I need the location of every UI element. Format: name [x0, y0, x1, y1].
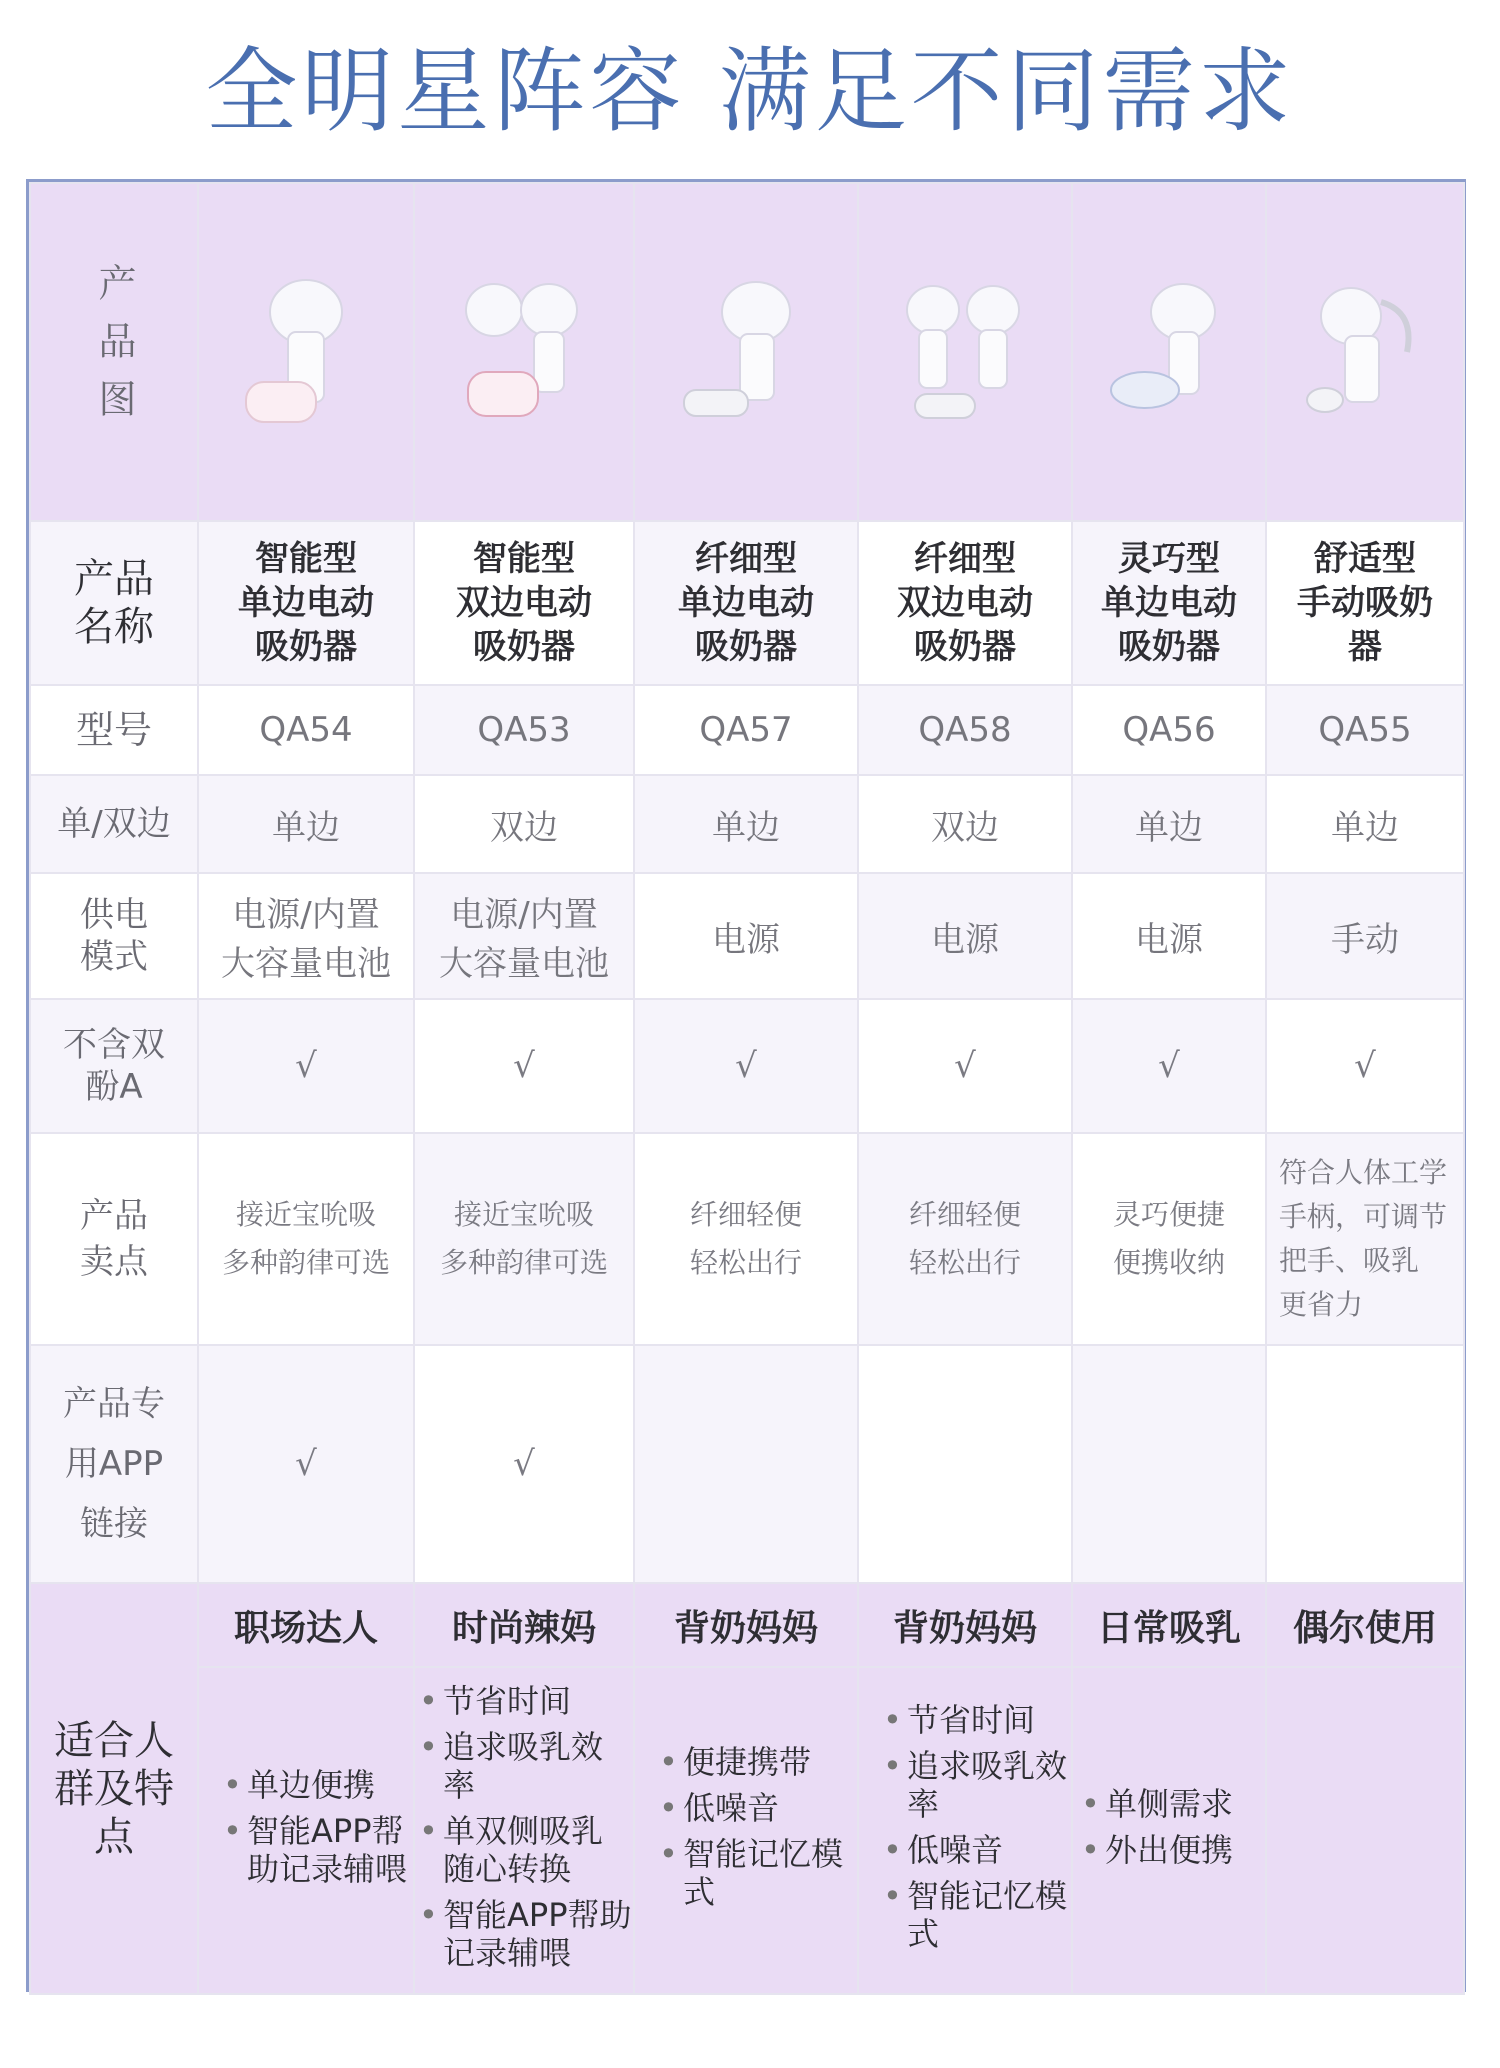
cell-model-qa53	[414, 685, 634, 775]
side-value: 单边	[1331, 807, 1399, 848]
side-value: 双边	[931, 807, 999, 848]
selling-point-line: 轻松出行	[908, 1246, 1021, 1279]
model-number: QA56	[1122, 710, 1216, 750]
feature-item: • 单边便携	[223, 1766, 413, 1804]
cell-bpa-qa53	[414, 999, 634, 1133]
product-image-qa57	[634, 183, 858, 521]
cell-bpa-qa57	[634, 999, 858, 1133]
power-line: 电源/内置	[232, 895, 380, 935]
cell-model-qa54	[198, 685, 414, 775]
selling-point-line: 便携收纳	[1112, 1246, 1225, 1279]
cell-features-qa58	[858, 1667, 1072, 1994]
power-line: 大容量电池	[439, 944, 609, 984]
feature-item: • 节省时间	[883, 1701, 1071, 1739]
row-label-bpa	[30, 999, 198, 1133]
check-mark-icon: √	[513, 1444, 535, 1484]
cell-side-qa56	[1072, 775, 1266, 873]
cell-audience-qa54	[198, 1583, 414, 1667]
cell-side-qa58	[858, 775, 1072, 873]
cell-side-qa57	[634, 775, 858, 873]
model-number: QA53	[477, 710, 571, 750]
product-name-line: 智能型	[473, 539, 575, 579]
product-image-qa54	[198, 183, 414, 521]
selling-point-line: 多种韵律可选	[439, 1246, 608, 1279]
row-label-name	[30, 521, 198, 685]
feature-item: • 智能APP帮助记录辅喂	[223, 1812, 413, 1888]
row-label-app	[30, 1345, 198, 1583]
audience-title: 日常吸乳	[1096, 1607, 1241, 1649]
cell-app-qa54	[198, 1345, 414, 1583]
feature-item: • 智能APP帮助记录辅喂	[419, 1896, 633, 1972]
row-label-power	[30, 873, 198, 999]
product-name-line: 智能型	[255, 539, 357, 579]
cell-name-qa56	[1072, 521, 1266, 685]
product-name-line: 器	[1348, 627, 1382, 667]
selling-point-line: 轻松出行	[689, 1246, 802, 1279]
product-image-qa53	[414, 183, 634, 521]
row-label-image	[30, 183, 198, 521]
cell-power-qa56	[1072, 873, 1266, 999]
product-name-line: 纤细型	[695, 539, 797, 579]
model-number: QA55	[1318, 710, 1412, 750]
product-name-line: 舒适型	[1314, 539, 1416, 579]
cell-features-qa57	[634, 1667, 858, 1994]
product-image-qa55	[1266, 183, 1464, 521]
cell-name-qa53	[414, 521, 634, 685]
product-name-line: 双边电动	[456, 583, 592, 623]
cell-name-qa54	[198, 521, 414, 685]
breast-pump-compact-icon	[1099, 272, 1239, 432]
cell-bpa-qa56	[1072, 999, 1266, 1133]
check-mark-icon: √	[735, 1046, 757, 1086]
check-mark-icon: √	[513, 1046, 535, 1086]
model-number: QA57	[699, 710, 793, 750]
product-image-qa58	[858, 183, 1072, 521]
breast-pump-double-icon	[454, 272, 594, 432]
comparison-table	[26, 179, 1466, 1992]
cell-audience-qa56	[1072, 1583, 1266, 1667]
product-name-line: 吸奶器	[255, 627, 357, 667]
power-line: 大容量电池	[221, 944, 391, 984]
model-number: QA58	[918, 710, 1012, 750]
label-selling-points: 产品卖点	[80, 1196, 148, 1282]
check-mark-icon: √	[1158, 1046, 1180, 1086]
cell-selling-qa57	[634, 1133, 858, 1345]
cell-app-qa57	[634, 1345, 858, 1583]
check-mark-icon: √	[954, 1046, 976, 1086]
feature-item: • 低噪音	[659, 1789, 857, 1827]
feature-list	[635, 1743, 857, 1911]
feature-item: • 节省时间	[419, 1682, 633, 1720]
cell-name-qa55	[1266, 521, 1464, 685]
feature-item: • 智能记忆模式	[659, 1835, 857, 1911]
cell-selling-qa58	[858, 1133, 1072, 1345]
breast-pump-slim-double-icon	[895, 272, 1035, 432]
product-name-line: 吸奶器	[695, 627, 797, 667]
selling-point-line: 纤细轻便	[908, 1198, 1021, 1231]
product-name-line: 纤细型	[914, 539, 1016, 579]
check-mark-icon: √	[1354, 1046, 1376, 1086]
cell-features-qa54	[198, 1667, 414, 1994]
audience-title: 背奶妈妈	[892, 1607, 1037, 1649]
selling-point-line: 多种韵律可选	[221, 1246, 390, 1279]
feature-list	[415, 1682, 633, 1972]
cell-app-qa58	[858, 1345, 1072, 1583]
selling-point-line: 更省力	[1279, 1288, 1364, 1321]
breast-pump-manual-icon	[1295, 272, 1435, 432]
label-power: 供电模式	[80, 895, 148, 977]
label-bpa-free: 不含双酚A	[63, 1025, 165, 1107]
side-value: 单边	[712, 807, 780, 848]
cell-selling-qa54	[198, 1133, 414, 1345]
cell-model-qa57	[634, 685, 858, 775]
feature-item: • 低噪音	[883, 1831, 1071, 1869]
breast-pump-single-icon	[236, 272, 376, 432]
cell-power-qa58	[858, 873, 1072, 999]
label-suitable-audience: 适合人群及特点	[54, 1717, 174, 1860]
cell-audience-qa55	[1266, 1583, 1464, 1667]
row-label-suitable	[30, 1583, 198, 1994]
cell-app-qa55	[1266, 1345, 1464, 1583]
label-product-name: 产品名称	[74, 556, 154, 650]
cell-features-qa53	[414, 1667, 634, 1994]
selling-point-line: 手柄，可调节	[1279, 1200, 1448, 1233]
label-model: 型号	[75, 708, 152, 752]
audience-title: 时尚辣妈	[451, 1607, 596, 1649]
cell-bpa-qa55	[1266, 999, 1464, 1133]
product-name-line: 单边电动	[678, 583, 814, 623]
cell-audience-qa53	[414, 1583, 634, 1667]
cell-power-qa53	[414, 873, 634, 999]
product-name-line: 单边电动	[238, 583, 374, 623]
feature-item: • 便捷携带	[659, 1743, 857, 1781]
cell-selling-qa53	[414, 1133, 634, 1345]
selling-point-line: 符合人体工学	[1279, 1156, 1448, 1189]
product-name-line: 灵巧型	[1118, 539, 1220, 579]
feature-list	[199, 1766, 413, 1888]
cell-model-qa55	[1266, 685, 1464, 775]
cell-bpa-qa58	[858, 999, 1072, 1133]
page-title: 全明星阵容 满足不同需求	[205, 38, 1295, 145]
cell-app-qa53	[414, 1345, 634, 1583]
feature-list	[859, 1701, 1071, 1953]
selling-point-line: 灵巧便捷	[1112, 1198, 1225, 1231]
product-name-line: 手动吸奶	[1297, 583, 1433, 623]
product-name-line: 双边电动	[897, 583, 1033, 623]
cell-selling-qa55	[1266, 1133, 1464, 1345]
row-label-selling	[30, 1133, 198, 1345]
feature-item: • 单侧需求	[1081, 1785, 1265, 1823]
product-name-line: 单边电动	[1101, 583, 1237, 623]
side-value: 单边	[272, 807, 340, 848]
label-product-image: 产品图	[92, 263, 136, 437]
audience-title: 偶尔使用	[1292, 1607, 1437, 1649]
selling-point-line: 纤细轻便	[689, 1198, 802, 1231]
audience-title: 背奶妈妈	[673, 1607, 818, 1649]
cell-features-qa55	[1266, 1667, 1464, 1994]
label-side: 单/双边	[57, 804, 171, 844]
cell-selling-qa56	[1072, 1133, 1266, 1345]
side-value: 双边	[490, 807, 558, 848]
cell-side-qa54	[198, 775, 414, 873]
cell-name-qa58	[858, 521, 1072, 685]
side-value: 单边	[1135, 807, 1203, 848]
power-line: 电源	[931, 919, 999, 960]
cell-side-qa53	[414, 775, 634, 873]
product-name-line: 吸奶器	[914, 627, 1016, 667]
product-name-line: 吸奶器	[1118, 627, 1220, 667]
cell-power-qa54	[198, 873, 414, 999]
label-app-link: 产品专用APP链接	[63, 1384, 165, 1544]
cell-name-qa57	[634, 521, 858, 685]
cell-model-qa56	[1072, 685, 1266, 775]
audience-title: 职场达人	[233, 1607, 378, 1649]
selling-point-line: 接近宝吮吸	[453, 1198, 594, 1231]
check-mark-icon: √	[295, 1444, 317, 1484]
power-line: 手动	[1331, 919, 1399, 960]
product-name-line: 吸奶器	[473, 627, 575, 667]
feature-item: • 外出便携	[1081, 1831, 1265, 1869]
selling-point-line: 接近宝吮吸	[235, 1198, 376, 1231]
breast-pump-slim-icon	[676, 272, 816, 432]
cell-power-qa57	[634, 873, 858, 999]
model-number: QA54	[259, 710, 353, 750]
check-mark-icon: √	[295, 1046, 317, 1086]
cell-audience-qa58	[858, 1583, 1072, 1667]
cell-power-qa55	[1266, 873, 1464, 999]
cell-features-qa56	[1072, 1667, 1266, 1994]
feature-item: • 追求吸乳效率	[419, 1728, 633, 1804]
feature-item: • 追求吸乳效率	[883, 1747, 1071, 1823]
cell-app-qa56	[1072, 1345, 1266, 1583]
feature-item: • 单双侧吸乳随心转换	[419, 1812, 633, 1888]
cell-audience-qa57	[634, 1583, 858, 1667]
cell-side-qa55	[1266, 775, 1464, 873]
comparison-grid	[29, 182, 1465, 1995]
row-label-model	[30, 685, 198, 775]
cell-model-qa58	[858, 685, 1072, 775]
product-image-qa56	[1072, 183, 1266, 521]
cell-bpa-qa54	[198, 999, 414, 1133]
power-line: 电源/内置	[450, 895, 598, 935]
power-line: 电源	[712, 919, 780, 960]
selling-point-line: 把手、吸乳	[1279, 1244, 1420, 1277]
feature-item: • 智能记忆模式	[883, 1877, 1071, 1953]
power-line: 电源	[1135, 919, 1203, 960]
feature-list	[1073, 1785, 1265, 1869]
row-label-side	[30, 775, 198, 873]
